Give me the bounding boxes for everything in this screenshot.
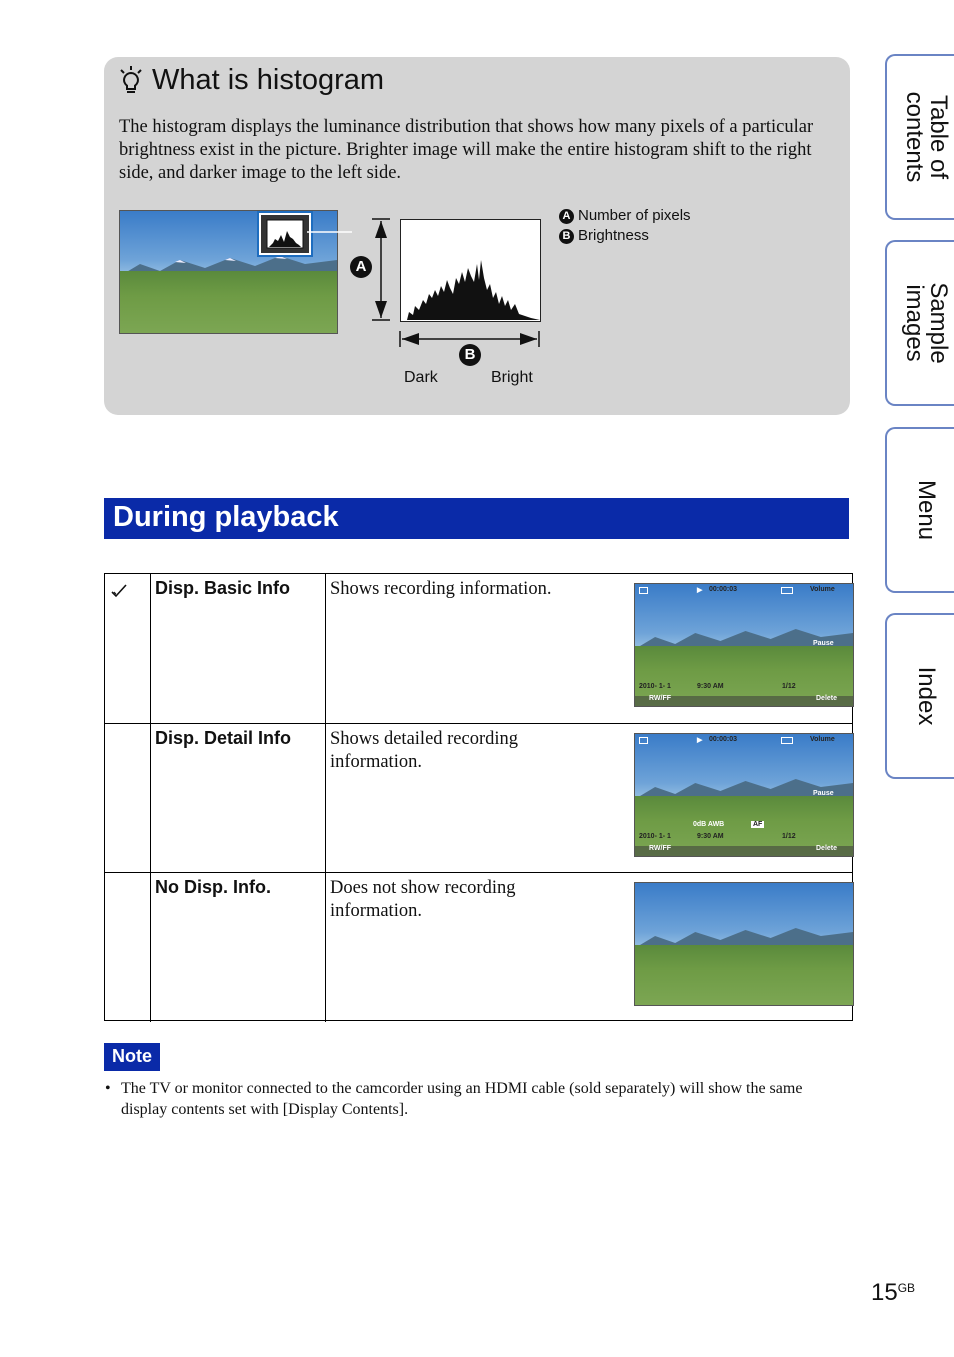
mode-description: Shows detailed recording information.	[330, 729, 519, 772]
battery-icon	[781, 737, 793, 744]
osd-time: 00:00:03	[709, 586, 738, 593]
screen-example-basic	[634, 583, 854, 707]
mode-description: Does not show recording information.	[330, 878, 516, 921]
osd-count: 1/12	[782, 833, 796, 840]
mode-name: Disp. Detail Info	[155, 728, 292, 748]
lightbulb-icon	[118, 66, 144, 96]
tab-index[interactable]	[885, 613, 954, 779]
film-icon	[639, 587, 648, 594]
osd-delete: Delete	[816, 845, 838, 852]
checkmark-icon	[111, 584, 127, 598]
page-number-suffix: GB	[897, 1281, 916, 1295]
legend-item-a	[559, 206, 691, 226]
osd-delete: Delete	[816, 695, 838, 702]
osd-clock: 9:30 AM	[697, 683, 724, 690]
mode-name: No Disp. Info.	[155, 877, 271, 897]
osd-af: AF	[753, 821, 763, 828]
tip-title: What is histogram	[152, 64, 385, 96]
legend-a-marker: A	[559, 209, 574, 224]
tab-label: Table of contents	[901, 91, 952, 183]
tip-body: The histogram displays the luminance distribution that shows how many pixels of a particular brightness exist in the picture. Brighter image will make the entire histogram shift to the right side, and darker image to the left side.	[119, 117, 814, 183]
page-number	[871, 1279, 915, 1307]
legend-item-b	[559, 226, 691, 246]
osd-count: 1/12	[782, 683, 796, 690]
histogram-inset	[259, 213, 311, 255]
tab-menu[interactable]	[885, 427, 954, 593]
osd-pause: Pause	[813, 790, 834, 797]
label-b-marker: B	[459, 344, 481, 366]
tab-label: Sample images	[901, 282, 952, 364]
table-row	[105, 723, 852, 873]
pixels-axis-arrow	[370, 218, 392, 322]
legend-a-text: Number of pixels	[578, 207, 691, 224]
osd-time: 00:00:03	[709, 736, 738, 743]
legend-b-text: Brightness	[578, 227, 649, 244]
bright-label: Bright	[491, 369, 533, 386]
tab-table-of-contents[interactable]	[885, 54, 954, 220]
tip-heading	[118, 64, 384, 97]
table-row	[105, 574, 852, 723]
mode-description: Shows recording information.	[330, 579, 552, 599]
osd-volume: Volume	[810, 586, 835, 593]
inset-connector	[307, 229, 353, 235]
play-icon: ▶	[697, 587, 703, 594]
osd-pause: Pause	[813, 640, 834, 647]
bullet: •	[105, 1080, 111, 1097]
mode-name: Disp. Basic Info	[155, 578, 291, 598]
tab-sample-images[interactable]	[885, 240, 954, 406]
battery-icon	[781, 587, 793, 594]
note-body	[105, 1078, 835, 1120]
osd-date: 2010- 1- 1	[639, 833, 671, 840]
screen-example-none	[634, 882, 854, 1006]
screen-example-detail	[634, 733, 854, 857]
page-number-value: 15	[871, 1279, 898, 1306]
osd-detail: 0dB AWB	[693, 821, 725, 828]
label-a-marker: A	[350, 256, 372, 278]
osd-volume: Volume	[810, 736, 835, 743]
tab-label: Menu	[913, 479, 940, 541]
note-text: The TV or monitor connected to the camcorder using an HDMI cable (sold separately) will show the same display contents set with [Display Contents].	[121, 1080, 803, 1118]
osd-date: 2010- 1- 1	[639, 683, 671, 690]
osd-clock: 9:30 AM	[697, 833, 724, 840]
histogram-legend	[559, 206, 691, 246]
legend-b-marker: B	[559, 229, 574, 244]
osd-rwff: RW/FF	[649, 695, 672, 702]
osd-rwff: RW/FF	[649, 845, 672, 852]
film-icon	[639, 737, 648, 744]
dark-label: Dark	[404, 369, 438, 386]
section-heading: During playback	[104, 498, 849, 539]
display-options-table	[104, 573, 853, 1021]
histogram-chart	[400, 219, 541, 322]
table-row	[105, 872, 852, 1022]
tab-label: Index	[913, 666, 940, 726]
note-label: Note	[104, 1043, 160, 1071]
play-icon: ▶	[697, 737, 703, 744]
